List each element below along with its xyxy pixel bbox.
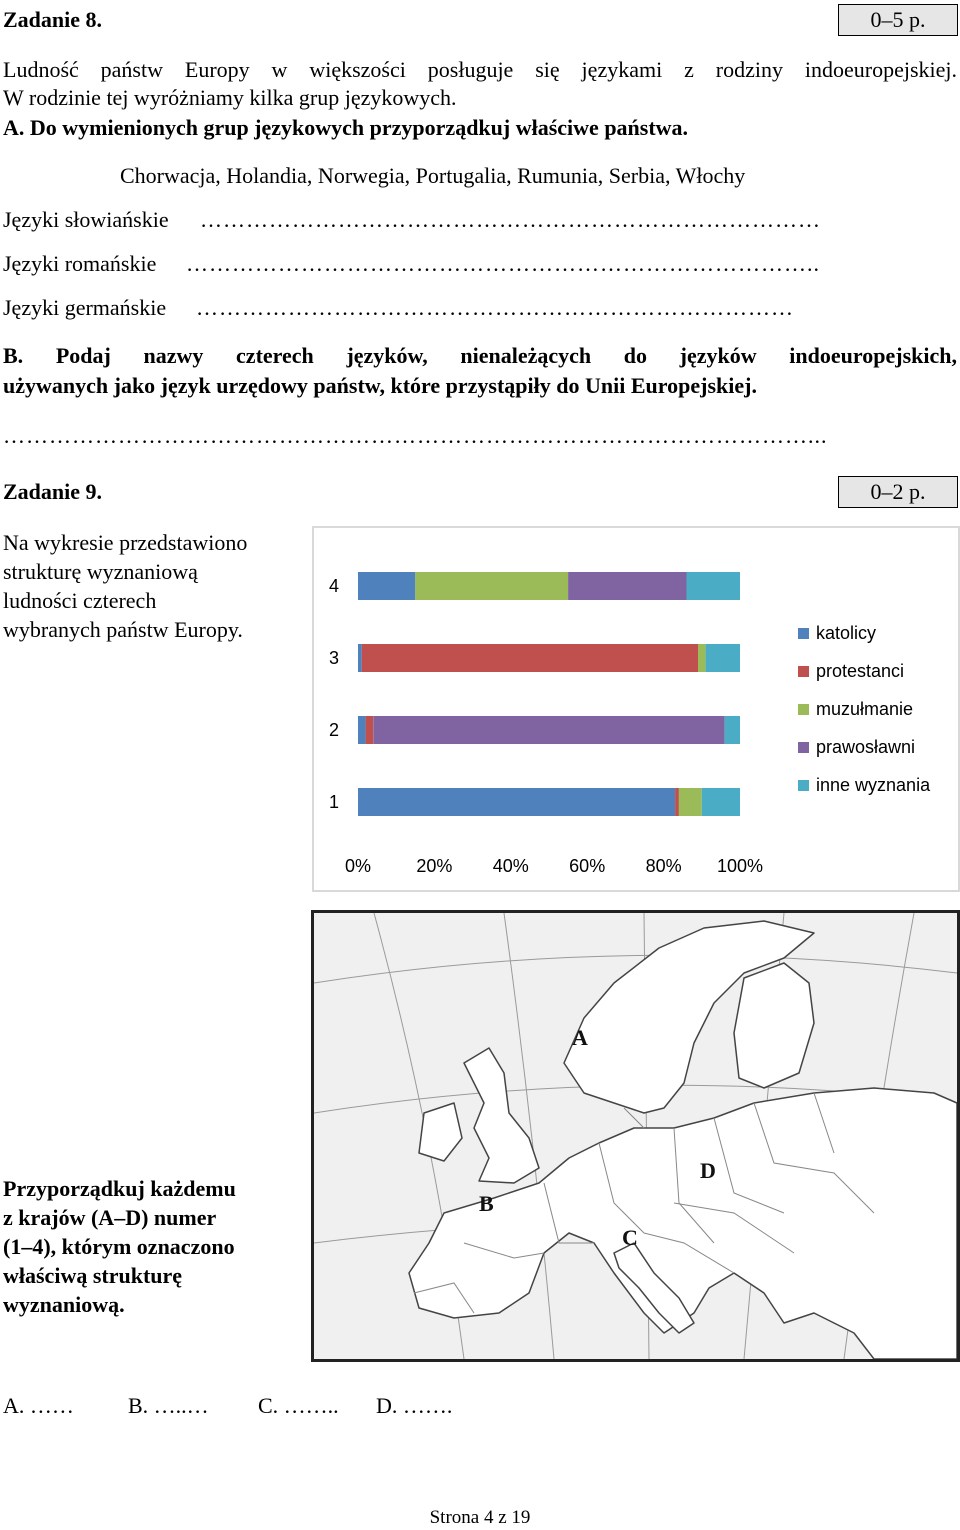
task8-partA-instruction: A. Do wymienionych grup językowych przyporządkuj właściwe państwa. — [3, 115, 689, 140]
task9-instruction-line: właściwą strukturę — [3, 1263, 183, 1288]
task9-points-box: 0–2 p. — [838, 476, 958, 508]
task9-instruction-line: z krajów (A–D) numer — [3, 1205, 217, 1230]
x-tick-label: 20% — [416, 856, 453, 876]
legend-swatch — [798, 628, 809, 639]
x-tick-label: 80% — [645, 856, 682, 876]
map-label-a: A — [572, 1025, 588, 1050]
page-number: Strona 4 z 19 — [429, 1507, 531, 1528]
bar-segment-inne-wyznania — [687, 572, 741, 600]
task9-description — [3, 528, 247, 644]
map-label-d: D — [700, 1158, 716, 1183]
task8-intro-line2: W rodzinie tej wyróżniamy kilka grup językowych. — [3, 85, 457, 110]
task9-desc-line: strukturę wyznaniową — [3, 559, 198, 584]
x-tick-label: 100% — [716, 856, 764, 876]
y-tick-label: 3 — [328, 648, 340, 668]
legend-label: muzułmanie — [816, 699, 914, 719]
task9-instruction-line: wyznaniową. — [3, 1292, 125, 1317]
bar-segment-inne-wyznania — [702, 788, 740, 816]
bar-segment-katolicy — [358, 644, 362, 672]
task9-desc-line: ludności czterech — [3, 588, 157, 613]
task9-title: Zadanie 9. — [3, 479, 103, 504]
bar-segment-protestanci — [675, 788, 679, 816]
y-tick-label: 4 — [328, 576, 340, 596]
task8-points-box: 0–5 p. — [838, 4, 958, 36]
task9-instruction — [3, 1174, 236, 1319]
task8-partB-line1: B. Podaj nazwy czterech języków, nienależących do języków indoeuropejskich, — [3, 343, 957, 368]
legend-swatch — [798, 704, 809, 715]
legend-label: prawosławni — [816, 737, 916, 757]
bar-segment-katolicy — [358, 716, 366, 744]
task9-desc-line: wybranych państw Europy. — [3, 617, 243, 642]
answer-d-field[interactable]: D. ……. — [376, 1393, 453, 1418]
task8-country-list: Chorwacja, Holandia, Norwegia, Portugalia, Rumunia, Serbia, Włochy — [120, 163, 746, 188]
x-tick-label: 40% — [492, 856, 529, 876]
y-tick-label: 2 — [328, 720, 340, 740]
bar-segment-muzułmanie — [698, 644, 706, 672]
religion-structure-chart — [312, 526, 960, 892]
x-tick-label: 0% — [344, 856, 372, 876]
germanic-answer-field[interactable]: …………………………………………………………………… — [196, 295, 794, 320]
bar-segment-inne-wyznania — [725, 716, 740, 744]
y-tick-label: 1 — [328, 792, 340, 812]
slavic-answer-field[interactable]: ……………………………………………………………………… — [200, 207, 821, 232]
map-label-b: B — [479, 1191, 494, 1216]
bar-segment-protestanci — [362, 644, 698, 672]
legend-label: katolicy — [816, 623, 877, 643]
task8-intro-line1: Ludność państw Europy w większości posługuje się językami z rodziny indoeuropejskiej. — [3, 57, 957, 82]
task9-instruction-line: Przyporządkuj każdemu — [3, 1176, 236, 1201]
bar-segment-katolicy — [358, 788, 675, 816]
legend-swatch — [798, 666, 809, 677]
x-tick-label: 60% — [569, 856, 606, 876]
romance-label: Języki romańskie — [3, 251, 157, 276]
legend-swatch — [798, 780, 809, 791]
bar-segment-muzułmanie — [415, 572, 568, 600]
legend-swatch — [798, 742, 809, 753]
map-label-c: C — [622, 1225, 638, 1250]
germanic-label: Języki germańskie — [3, 295, 167, 320]
bar-segment-prawosławni — [568, 572, 686, 600]
europe-map-drawing — [314, 913, 957, 1359]
bar-segment-muzułmanie — [679, 788, 702, 816]
europe-map — [311, 910, 960, 1362]
bar-segment-katolicy — [358, 572, 415, 600]
task8-title: Zadanie 8. — [3, 7, 103, 32]
bar-segment-prawosławni — [373, 716, 724, 744]
legend-label: inne wyznania — [816, 775, 931, 795]
romance-answer-field[interactable]: ……………………………………………………………………….. — [186, 251, 820, 276]
task9-desc-line: Na wykresie przedstawiono — [3, 530, 248, 555]
answer-c-field[interactable]: C. …….. — [258, 1393, 339, 1418]
partB-answer-field[interactable]: ……………………………………………………………………………………………... — [3, 423, 828, 448]
answer-a-field[interactable]: A. …… — [3, 1393, 74, 1418]
task8-partB-line2: używanych jako język urzędowy państw, które przystąpiły do Unii Europejskiej. — [3, 373, 757, 398]
answer-b-field[interactable]: B. …..… — [128, 1393, 209, 1418]
bar-segment-inne-wyznania — [706, 644, 740, 672]
task9-instruction-line: (1–4), którym oznaczono — [3, 1234, 235, 1259]
slavic-label: Języki słowiańskie — [3, 207, 169, 232]
legend-label: protestanci — [816, 661, 905, 681]
bar-segment-protestanci — [366, 716, 374, 744]
